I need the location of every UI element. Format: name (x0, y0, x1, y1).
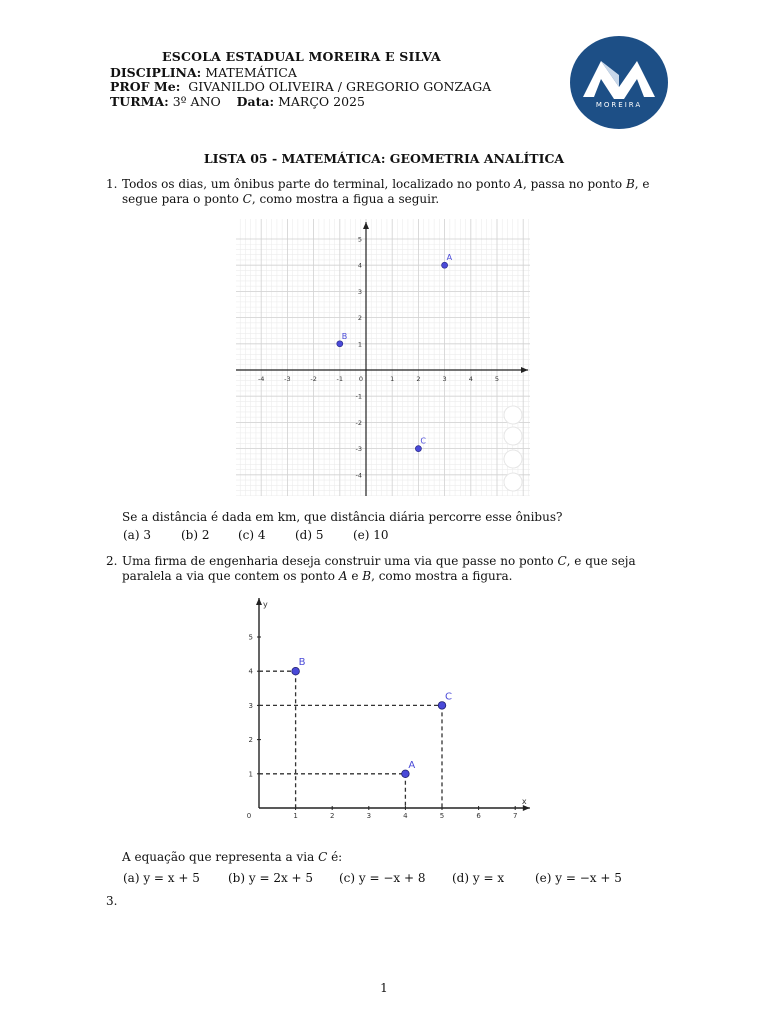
x-tick-label: 0 (246, 812, 252, 820)
school-name: ESCOLA ESTADUAL MOREIRA E SILVA (162, 49, 441, 64)
discipline-label: DISCIPLINA: (110, 65, 202, 80)
x-tick-label: -1 (336, 375, 344, 383)
y-axis-arrow (256, 598, 262, 605)
x-tick-label: 4 (468, 375, 473, 383)
x-tick-label: 2 (329, 812, 335, 820)
point-b (292, 667, 300, 675)
point-b (337, 341, 343, 347)
prof-line (110, 79, 491, 94)
decorative-circle (504, 427, 522, 445)
x-tick-label: 5 (494, 375, 500, 383)
y-axis-label: y (263, 600, 268, 609)
question-2-prompt: A equação que representa a via C é: (122, 850, 343, 864)
decorative-circle (504, 450, 522, 468)
prof-value: GIVANILDO OLIVEIRA / GREGORIO GONZAGA (188, 79, 492, 94)
y-tick-label: 2 (357, 314, 362, 323)
point-label-b: B (341, 331, 348, 341)
y-tick-label: 1 (248, 770, 253, 779)
y-tick-label: 4 (248, 667, 253, 676)
q1-option-e[interactable]: (e) 10 (353, 528, 389, 542)
y-tick-label: -3 (355, 445, 362, 454)
x-tick-label: 1 (390, 375, 395, 383)
y-axis-arrow (363, 222, 369, 229)
q1-option-c[interactable]: (c) 4 (238, 528, 266, 542)
point-c (438, 702, 446, 710)
class-line (110, 94, 365, 109)
chart-1-cartesian-plane (236, 219, 530, 496)
y-tick-label: -2 (355, 418, 362, 427)
chart-2-coordinate-figure (238, 590, 538, 825)
y-tick-label: 3 (248, 701, 253, 710)
q1-option-d[interactable]: (d) 5 (295, 528, 324, 542)
q2-option-d[interactable]: (d) y = x (452, 871, 505, 885)
point-label-b: B (298, 657, 306, 669)
question-2-options (0, 871, 768, 887)
question-1-number: 1. (106, 177, 118, 191)
question-1-text: Todos os dias, um ônibus parte do terminal, localizado no ponto A, passa no ponto B, e segue para o ponto C, como mostra a figua a seguir. (122, 177, 650, 206)
question-2-text: Uma firma de engenharia deseja construir uma via que passe no ponto C, e que seja paralela a via que contem os ponto A e B, como mostra a figura. (122, 554, 636, 583)
q2-option-e[interactable]: (e) y = −x + 5 (535, 871, 622, 885)
x-tick-label: 2 (416, 375, 421, 383)
q1-option-b[interactable]: (b) 2 (181, 528, 210, 542)
y-tick-label: 5 (248, 633, 253, 642)
x-tick-label: 5 (439, 812, 445, 820)
discipline-line (110, 65, 297, 80)
y-tick-label: 1 (357, 340, 362, 349)
origin-label: 0 (358, 375, 363, 383)
page-number: 1 (380, 981, 388, 995)
page-title: LISTA 05 - MATEMÁTICA: GEOMETRIA ANALÍTICA (203, 151, 565, 166)
q1-option-a[interactable]: (a) 3 (123, 528, 151, 542)
x-tick-label: -3 (284, 375, 291, 383)
q2-option-a[interactable]: (a) y = x + 5 (123, 871, 200, 885)
decorative-circle (504, 473, 522, 491)
point-c (415, 446, 421, 452)
question-1-options (0, 528, 768, 544)
class-value: 3º ANO (172, 94, 221, 109)
x-tick-label: 1 (293, 812, 298, 820)
point-a (402, 770, 410, 778)
y-tick-label: 2 (248, 736, 253, 745)
question-1 (0, 177, 768, 209)
class-label: TURMA: (110, 94, 169, 109)
point-label-c: C (445, 691, 452, 703)
y-tick-label: -1 (355, 392, 362, 401)
x-tick-label: 3 (366, 812, 372, 820)
date-value: MARÇO 2025 (278, 94, 365, 109)
question-2 (0, 554, 768, 586)
x-axis-label: x (521, 797, 527, 806)
q2-option-c[interactable]: (c) y = −x + 8 (339, 871, 426, 885)
x-axis-arrow (521, 367, 528, 373)
question-1-prompt: Se a distância é dada em km, que distância diária percorre esse ônibus? (122, 510, 563, 524)
x-tick-label: 7 (512, 812, 518, 820)
decorative-circle (504, 406, 522, 424)
point-a (442, 262, 448, 268)
q2-option-b[interactable]: (b) y = 2x + 5 (228, 871, 314, 885)
prof-label: PROF Me: (110, 79, 181, 94)
question-2-number: 2. (106, 554, 118, 568)
y-tick-label: 4 (357, 261, 362, 270)
x-tick-label: 3 (442, 375, 447, 383)
point-label-a: A (408, 759, 416, 771)
y-tick-label: 5 (357, 235, 362, 244)
school-logo (569, 35, 669, 130)
x-tick-label: -4 (257, 375, 265, 383)
point-label-a: A (446, 253, 453, 263)
x-tick-label: 6 (476, 812, 481, 820)
x-tick-label: -2 (310, 375, 317, 383)
question-3-number: 3. (106, 894, 118, 908)
y-tick-label: 3 (357, 287, 362, 296)
discipline-value: MATEMÁTICA (205, 65, 297, 80)
point-label-c: C (420, 436, 426, 446)
logo-text: MOREIRA (595, 101, 643, 109)
x-tick-label: 4 (403, 812, 408, 820)
date-label: Data: (236, 94, 275, 109)
y-tick-label: -4 (355, 471, 362, 480)
